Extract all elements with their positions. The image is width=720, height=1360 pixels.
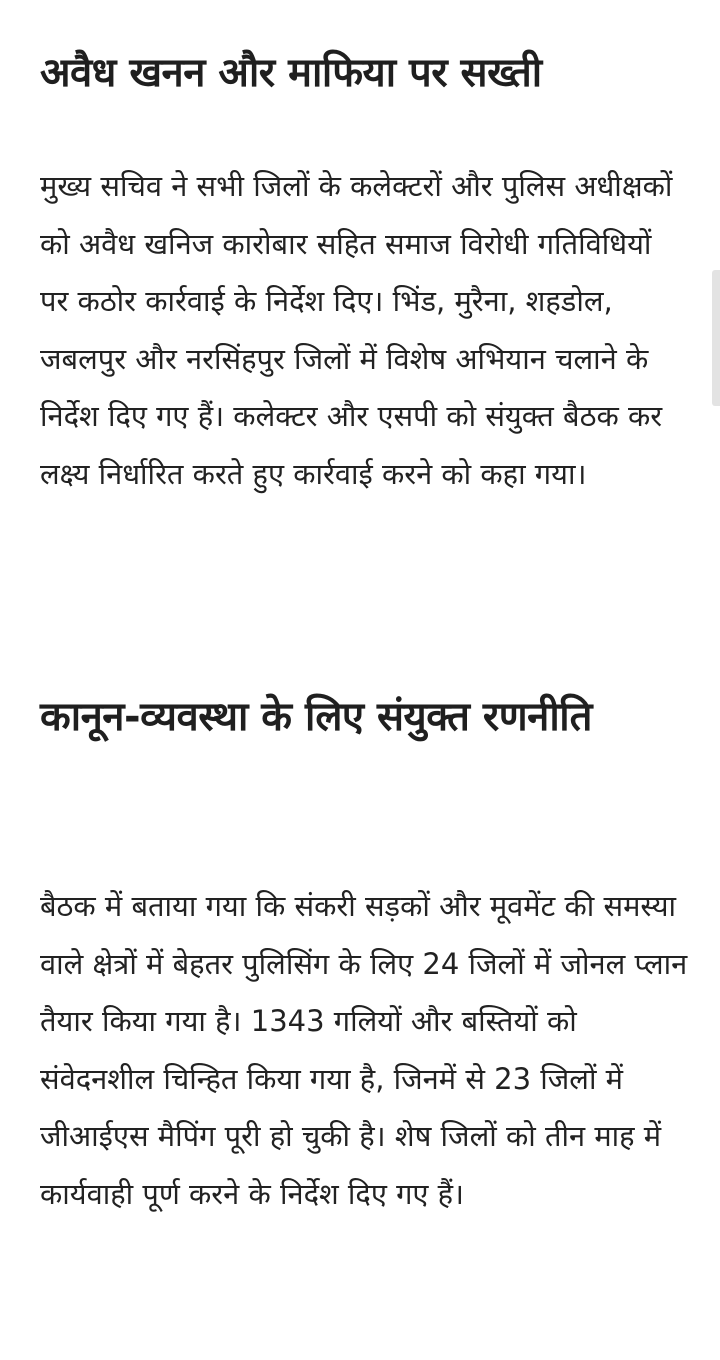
section-heading-law-order: कानून-व्यवस्था के लिए संयुक्त रणनीति [40, 694, 592, 740]
section-heading-illegal-mining: अवैध खनन और माफिया पर सख्ती [40, 50, 542, 96]
section-body-illegal-mining: मुख्य सचिव ने सभी जिलों के कलेक्टरों और पुलिस अधीक्षकों को अवैध खनिज कारोबार सहित समाज विरोधी गतिविधियों पर कठोर कार्रवाई के निर्देश दिए। भिंड, मुरैना, शहडोल, जबलपुर और नरसिंहपुर जिलों में विशेष अभियान चलाने के निर्देश दिए गए हैं। कलेक्टर और एसपी को संयुक्त बैठक कर लक्ष्य निर्धारित करते हुए कार्रवाई करने को कहा गया। [40, 169, 673, 491]
section-body-law-order: बैठक में बताया गया कि संकरी सड़कों और मूवमेंट की समस्या वाले क्षेत्रों में बेहतर पुलिसिंग के लिए 24 जिलों में जोनल प्लान तैयार किया गया है। 1343 गलियों और बस्तियों को संवेदनशील चिन्हित किया गया है, जिनमें से 23 जिलों में जीआईएस मैपिंग पूरी हो चुकी है। शेष जिलों को तीन माह में कार्यवाही पूर्ण करने के निर्देश दिए गए हैं। [40, 889, 688, 1211]
scrollbar-thumb[interactable] [712, 270, 720, 406]
